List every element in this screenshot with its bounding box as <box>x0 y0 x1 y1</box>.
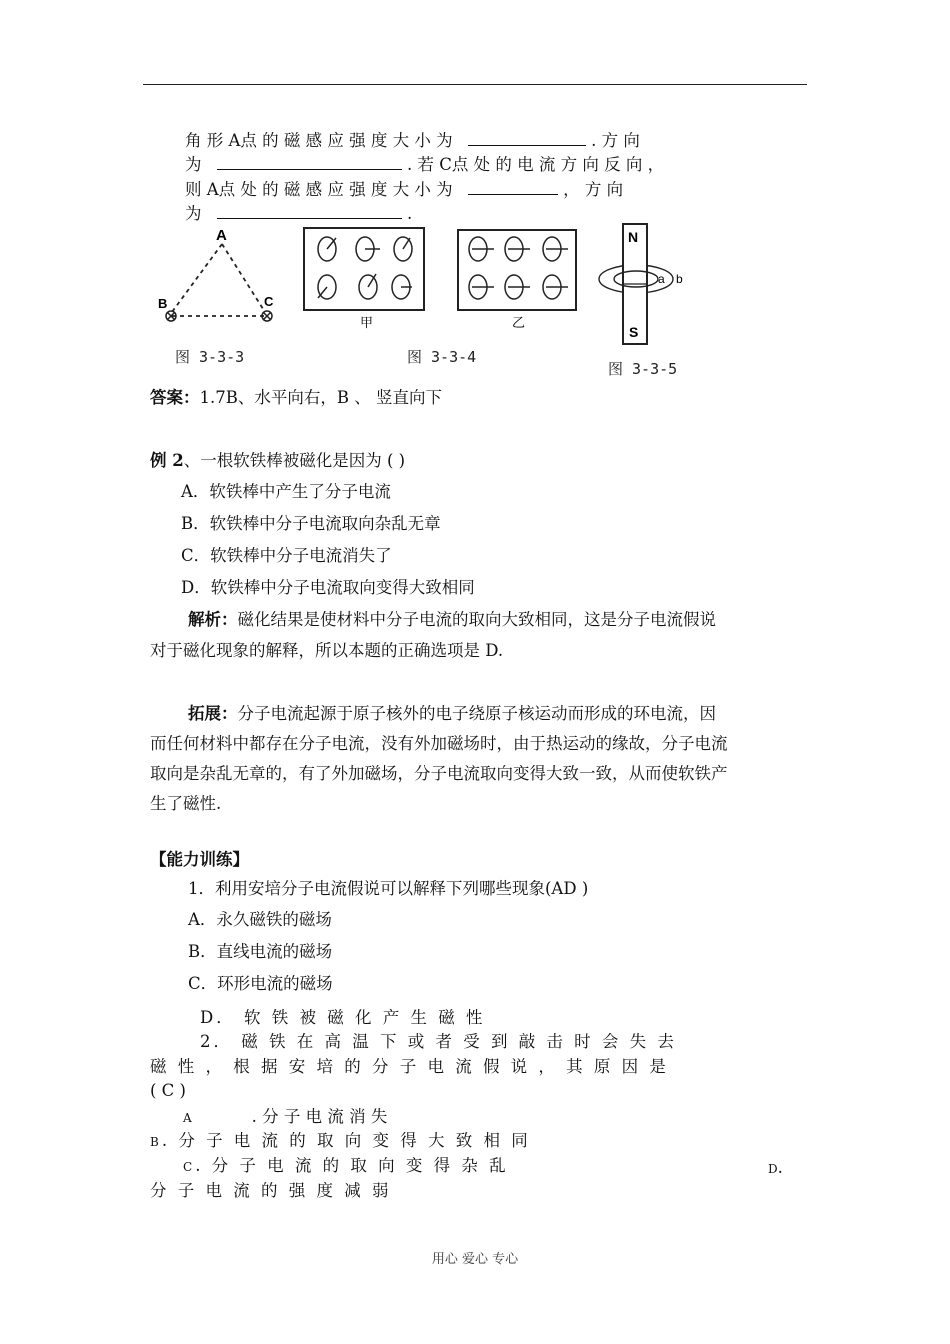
analysis-line-1: 解析：磁化结果是使材料中分子电流的取向大致相同，这是分子电流假说 <box>188 610 716 629</box>
example-2-option-a: A．软铁棒中产生了分子电流 <box>181 482 391 501</box>
label-N: N <box>628 229 639 245</box>
training-q1-option-a: A．永久磁铁的磁场 <box>188 910 332 929</box>
molecular-currents-aligned <box>469 237 568 299</box>
example-2-option-b: B．软铁棒中分子电流取向杂乱无章 <box>181 514 441 533</box>
training-q2-line-2: 磁 性 ， 根 据 安 培 的 分 子 电 流 假 说 ， 其 原 因 是 <box>150 1057 669 1076</box>
label-A: A <box>216 227 227 244</box>
extension-line-3: 取向是杂乱无章的，有了外加磁场，分子电流取向变得大致一致，从而使软铁产 <box>150 764 728 783</box>
figure-3-3-3 <box>150 222 285 332</box>
answer-line <box>150 387 442 409</box>
extension-line-1: 拓展：分子电流起源于原子核外的电子绕原子核运动而形成的环电流，因 <box>188 704 716 723</box>
training-q1: 1．利用安培分子电流假说可以解释下列哪些现象(AD ) <box>188 879 589 898</box>
label-B: B <box>158 296 168 311</box>
q-intro-line-2: 为 . 若 C点 处 的 电 流 方 向 反 向 ， <box>185 152 664 176</box>
blank <box>217 152 402 170</box>
extension-line-2: 而任何材料中都存在分子电流，没有外加磁场时，由于热运动的缘故，分子电流 <box>150 734 728 753</box>
figure-3-3-4-caption: 图 3-3-4 <box>407 348 477 366</box>
training-q2-line-1: 2． 磁 铁 在 高 温 下 或 者 受 到 敲 击 时 会 失 去 <box>200 1032 677 1051</box>
molecular-currents-random <box>318 237 412 299</box>
analysis-line-2: 对于磁化现象的解释，所以本题的正确选项是 D. <box>150 641 504 660</box>
training-q2-line-3: ( C ) <box>150 1081 186 1100</box>
figure-3-3-5 <box>595 222 705 354</box>
blank <box>217 201 402 219</box>
answer-label: 答案： <box>150 388 200 407</box>
label-jia: 甲 <box>360 316 374 331</box>
label-a: a <box>658 272 665 286</box>
training-q1-option-c: C．环形电流的磁场 <box>188 974 333 993</box>
label-yi: 乙 <box>512 316 526 331</box>
q-intro-line-1: 角 形 A点 的 磁 感 应 强 度 大 小 为 . 方 向 <box>185 128 640 152</box>
answer-text: 1.7B、水平向右，B 、 竖直向下 <box>199 388 442 407</box>
training-q2-option-d-label: D. <box>768 1158 783 1177</box>
training-q2-option-c: C. 分 子 电 流 的 取 向 变 得 杂 乱 <box>183 1156 509 1175</box>
training-q2-option-b: B. 分 子 电 流 的 取 向 变 得 大 致 相 同 <box>150 1131 531 1150</box>
page-footer: 用心 爱心 专心 <box>431 1252 519 1267</box>
extension-line-4: 生了磁性. <box>150 794 222 813</box>
training-q2-option-a: A . 分 子 电 流 消 失 <box>183 1107 388 1126</box>
example-2-stem: 例 2、一根软铁棒被磁化是因为 ( ) <box>150 451 406 470</box>
triangle-side-AB <box>172 244 222 312</box>
example-2-option-c: C．软铁棒中分子电流消失了 <box>181 546 392 565</box>
q-intro-line-4: 为 . <box>185 201 412 225</box>
label-S: S <box>629 324 639 340</box>
figure-3-3-5-caption: 图 3-3-5 <box>608 360 678 378</box>
q-intro-line-3: 则 A点 处 的 磁 感 应 强 度 大 小 为 ， 方 向 <box>185 177 623 201</box>
figure-3-3-4 <box>300 224 590 336</box>
figure-3-3-3-caption: 图 3-3-3 <box>175 348 245 366</box>
training-q1-option-d: D． 软 铁 被 磁 化 产 生 磁 性 <box>200 1008 486 1027</box>
blank <box>468 128 586 146</box>
training-q1-option-b: B．直线电流的磁场 <box>188 942 333 961</box>
header-rule <box>143 84 807 85</box>
blank <box>468 177 558 195</box>
training-q2-option-d-text: 分 子 电 流 的 强 度 减 弱 <box>150 1181 392 1200</box>
label-b: b <box>676 272 683 286</box>
training-title: 【能力训练】 <box>150 850 249 869</box>
triangle-side-AC <box>222 244 265 312</box>
label-C: C <box>264 294 274 309</box>
example-2-option-d: D．软铁棒中分子电流取向变得大致相同 <box>181 578 475 597</box>
